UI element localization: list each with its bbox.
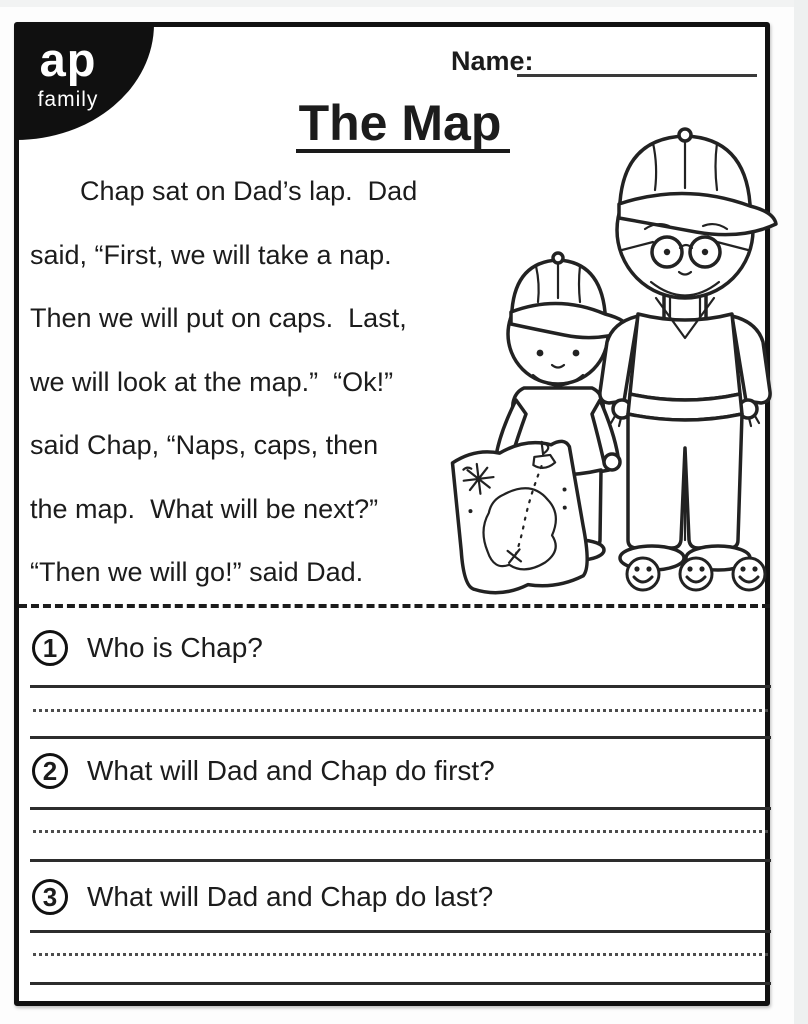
- question-number-circle: 2: [32, 753, 68, 789]
- question-text: What will Dad and Chap do first?: [87, 755, 495, 786]
- passage-line: the map. What will be next?”: [30, 493, 379, 524]
- passage-line: Then we will put on caps. Last,: [30, 303, 407, 333]
- passage-line: said, “First, we will take a nap.: [30, 239, 392, 270]
- passage-line: said Chap, “Naps, caps, then: [30, 430, 379, 460]
- passage-line: “Then we will go!” said Dad.: [30, 557, 364, 587]
- answer-line: [30, 859, 771, 862]
- answer-line: [30, 685, 771, 688]
- dad-figure: [600, 129, 776, 570]
- answer-guide-dotted-line: [33, 953, 768, 956]
- name-label: Name:: [451, 46, 534, 76]
- smiley-row: [624, 555, 768, 593]
- badge-title: ap: [39, 33, 97, 86]
- question-text: Who is Chap?: [87, 632, 263, 663]
- answer-line: [30, 807, 771, 810]
- smiley-icon: [624, 555, 662, 593]
- dashed-divider: [19, 604, 770, 608]
- photo-margin-top: [0, 0, 808, 7]
- treasure-map: [449, 438, 591, 596]
- badge-subtitle: family: [37, 88, 99, 111]
- passage-line: we will look at the map.” “Ok!”: [30, 366, 394, 397]
- answer-line: [30, 736, 771, 739]
- question-number-circle: 1: [32, 630, 68, 666]
- illustration-dad-and-chap-with-map: [448, 126, 780, 596]
- reading-passage: [30, 160, 490, 605]
- photo-margin-right: [794, 0, 808, 1024]
- question-number-circle: 3: [32, 879, 68, 915]
- worksheet-title: The Map: [298, 95, 502, 151]
- passage-line: Chap sat on Dad’s lap. Dad: [80, 176, 418, 206]
- smiley-icon: [677, 555, 715, 593]
- answer-line: [30, 930, 771, 933]
- name-blank-line: [517, 48, 757, 77]
- smiley-icon: [730, 555, 768, 593]
- question-text: What will Dad and Chap do last?: [87, 881, 494, 912]
- answer-guide-dotted-line: [33, 830, 768, 833]
- answer-guide-dotted-line: [33, 709, 768, 712]
- answer-line: [30, 982, 771, 985]
